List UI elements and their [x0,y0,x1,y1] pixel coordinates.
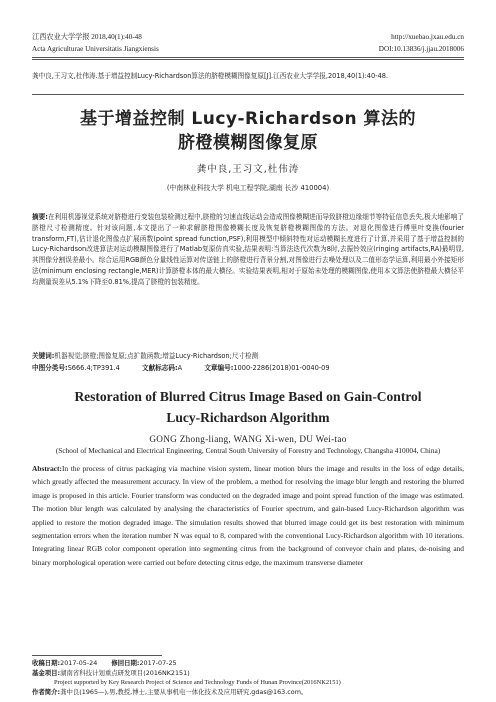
title-en-line-2: Lucy-Richardson Algorithm [166,410,330,425]
keywords-cn [32,351,464,361]
article-id-value: 1000-2286(2018)01-0040-09 [233,364,330,372]
author-info-label: 作者简介: [32,688,61,696]
affiliation-en-text: (School of Mechanical and Electrical Engineering, Central South University of Forestry and Technology, Changsha 410004, China) [55,446,441,455]
abstract-cn-text: 在利用机器视觉系统对脐橙进行变装包装检测过程中,脐橙的匀速直线运动会造成图像模糊进而导致脐橙边缘细节等特征信息丢失,极大地影响了脐橙尺寸检测精度。针对该问题,本文提出了一种求解脐橙图像模糊长度及恢复脐橙模糊图像的方法。对退化图像进行傅里叶变换(fourier transform,FT),估计退化图像点扩展函数(point spread function,PSF),利用模型中倾斜特性对运动模糊长度进行了计算,并采用了基于增益控制的Lucy-Richardson改进算法对运动模糊图像进行了Matlab复原仿真实验,结果表明:当算法迭代次数为8时,去振铃效应(ringing artifacts,RA)最明显,其图像分割误差最小。综合运用RGB颜色分量线性运算对传送链上的脐橙进行背景分割,对图像进行去噪处理以及二值形态学运算,利用最小外接矩形法(minimum enclosing rectangle,MER)计算脐橙本体的最大横径。实验结果表明,相对于原始未处理的模糊图像,使用本文算法使脐橙最大横径平均测量误差从5.1%下降至0.81%,提高了脐橙的包装精度。 [32,213,464,286]
affiliation-cn: (中南林业科技大学 机电工程学院,湖南 长沙 410004) [166,184,330,192]
author-info: 龚中良(1965—),男,教授,博士,主要从事机电一体化技术及应用研究,gdas@163.com。 [60,688,308,696]
received-label: 收稿日期: [32,659,61,667]
abstract-cn-label: 摘要: [32,213,48,221]
footnote-divider [32,655,162,656]
revised-label: 修回日期: [111,659,140,667]
revised-date: 2017-07-25 [139,659,177,667]
clc-value: S666.4;TP391.4 [67,364,120,372]
doc-code-label: 文献标志码: [142,364,178,372]
citation-divider [32,94,464,95]
authors-cn: 龚中良,王习文,杜伟涛 [196,164,300,175]
abstract-en-label: Abstract: [32,464,62,473]
title-cn-line-2: 脐橙模糊图像复原 [178,133,318,153]
journal-issue-cn: 江西农业大学学报 2018,40(1):40-48 [32,33,142,41]
affiliation-en [32,445,464,456]
clc-label: 中图分类号: [32,364,68,372]
header-divider [32,57,464,58]
title-en-line-1: Restoration of Blurred Citrus Image Based on Gain-Control [74,389,422,404]
article-id-label: 文章编号: [204,364,234,372]
classification-cn [32,363,464,373]
citation: 龚中良,王习文,杜伟涛.基于增益控制Lucy-Richardson算法的脐橙模糊图像复原[J].江西农业大学学报,2018,40(1):40-48. [32,72,389,80]
doc-code-value: A [177,364,183,372]
fund-label: 基金项目: [32,669,61,677]
doi[interactable]: DOI:10.13836/j.jjau.2018006 [378,45,464,53]
journal-url[interactable]: http://xuebao.jxau.edu.cn [391,33,464,41]
keywords-cn-text: 机器视觉;脐橙;图像复原;点扩散函数;增益Lucy-Richardson;尺寸检测 [54,352,259,360]
abstract-cn [32,212,464,288]
footnote-author [32,688,464,698]
abstract-en-text: In the process of citrus packaging via machine vision system, linear motion blurs the image and results in the loss of edge details, which greatly affected the measurement accuracy. In view of the problem, a method for resolving the image blur length and restoring the blurred image is proposed in this article. Fourier transform was conducted on the degraded image and point spread function of the image was estimated. The motion blur length was calculated by analysing the characteristics of Fourier spectrum, and gain-based Lucy-Richardson algorithm was applied to restore the motion degraded image. The simulation results showed that blurred image could get its best restoration with minimum segmentation errors when the iteration number N was equal to 8, compared with the conventional Lucy-Richardson algorithm with 10 iterations. Integrating linear RGB color component operation into segmenting citrus from the background of conveyor chain and plates, de-noising and binary morphological operation were carried out before detecting citrus edge, the maximum transverse diameter [32,464,464,567]
abstract-en [32,462,464,569]
received-date: 2017-05-24 [60,659,98,667]
fund-cn: 湖南省科技计划重点研发项目(2016NK2151) [60,669,190,677]
footnote-fund-en: Project supported by Key Research Project of Science and Technology Funds of Hunan Province(2016NK2151) [54,679,341,686]
title-cn-line-1: 基于增益控制 Lucy-Richardson 算法的 [79,109,416,129]
header-divider-thin [32,59,464,60]
journal-name-en: Acta Agriculturae Universitatis Jiangxiensis [32,45,159,53]
keywords-cn-label: 关键词: [32,352,55,360]
authors-en: GONG Zhong-liang, WANG Xi-wen, DU Wei-tao [149,434,347,444]
footnote-dates [32,659,464,669]
